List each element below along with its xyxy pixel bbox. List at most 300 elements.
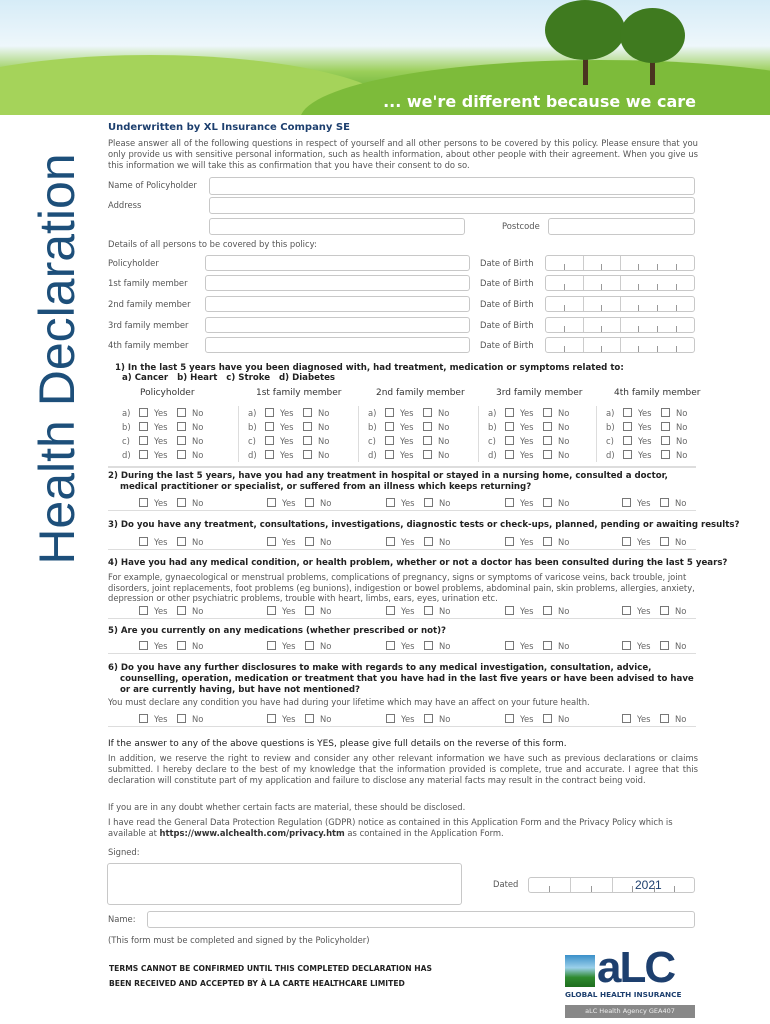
no-checkbox[interactable]	[543, 422, 552, 431]
yes-no-group	[139, 605, 203, 616]
no-label: No	[320, 605, 332, 616]
person-label: 3rd family member	[108, 320, 189, 330]
yes-no-group	[606, 435, 687, 446]
yes-label: Yes	[282, 713, 296, 724]
no-checkbox[interactable]	[303, 436, 312, 445]
no-checkbox[interactable]	[660, 498, 669, 507]
no-label: No	[192, 605, 204, 616]
no-label: No	[192, 536, 204, 547]
address-input-line2[interactable]	[209, 218, 465, 235]
yes-no-group	[622, 640, 686, 651]
declaration-p1: In addition, we reserve the right to review and consider any other relevant information we have such as previous declarations or claims submitted. I hereby declare to the best of my knowledge that the information provided is complete, true and accurate. I agree that this declaration will constitute part of my application and failure to disclose any material facts may result in the contract being void.	[108, 753, 698, 785]
yes-no-group	[248, 449, 329, 460]
divider	[108, 466, 696, 468]
yes-checkbox[interactable]	[623, 408, 632, 417]
yes-label: Yes	[282, 605, 296, 616]
yes-checkbox[interactable]	[505, 498, 514, 507]
yes-no-group	[122, 449, 203, 460]
yes-no-group	[606, 407, 687, 418]
yes-label: Yes	[401, 605, 415, 616]
person-name-input[interactable]	[205, 317, 470, 333]
dob-label: Date of Birth	[480, 320, 534, 330]
yes-checkbox[interactable]	[505, 714, 514, 723]
yes-label: Yes	[520, 605, 534, 616]
page-title: Health Declaration	[29, 153, 85, 565]
no-label: No	[675, 713, 687, 724]
name-sign-label: Name:	[108, 914, 136, 924]
yes-checkbox[interactable]	[139, 606, 148, 615]
dob-label: Date of Birth	[480, 278, 534, 288]
yes-no-group	[505, 605, 569, 616]
yes-checkbox[interactable]	[386, 537, 395, 546]
yes-checkbox[interactable]	[385, 450, 394, 459]
dob-label: Date of Birth	[480, 258, 534, 268]
yes-label: Yes	[401, 497, 415, 508]
declaration-p3-end: as contained in the Application Form.	[344, 828, 504, 838]
person-label: 1st family member	[108, 278, 188, 288]
yes-checkbox[interactable]	[265, 436, 274, 445]
no-label: No	[439, 640, 451, 651]
no-label: No	[439, 713, 451, 724]
no-checkbox[interactable]	[305, 714, 314, 723]
tagline: ... we're different because we care	[383, 92, 696, 111]
yes-label: Yes	[638, 435, 652, 446]
yes-no-group	[139, 713, 203, 724]
person-name-input[interactable]	[205, 275, 470, 291]
yes-label: Yes	[280, 421, 294, 432]
sub-question-letter: a)	[248, 407, 257, 418]
yes-no-group	[368, 449, 449, 460]
yes-checkbox[interactable]	[505, 422, 514, 431]
privacy-link[interactable]: https://www.alchealth.com/privacy.htm	[159, 828, 345, 838]
question-1-sub: a) Cancer b) Heart c) Stroke d) Diabetes	[122, 373, 336, 383]
yes-checkbox[interactable]	[505, 408, 514, 417]
no-checkbox[interactable]	[305, 537, 314, 546]
yes-checkbox[interactable]	[139, 714, 148, 723]
no-checkbox[interactable]	[177, 498, 186, 507]
globe-icon	[565, 955, 595, 987]
yes-checkbox[interactable]	[386, 498, 395, 507]
yes-checkbox[interactable]	[139, 498, 148, 507]
no-checkbox[interactable]	[543, 606, 552, 615]
no-checkbox[interactable]	[660, 537, 669, 546]
person-label: 4th family member	[108, 340, 189, 350]
persons-label: Details of all persons to be covered by this policy:	[108, 239, 317, 249]
yes-checkbox[interactable]	[505, 537, 514, 546]
yes-label: Yes	[154, 435, 168, 446]
column-header: 3rd family member	[496, 388, 583, 398]
yes-label: Yes	[637, 497, 651, 508]
yes-label: Yes	[520, 407, 534, 418]
no-label: No	[192, 713, 204, 724]
sub-question-letter: d)	[248, 449, 257, 460]
no-checkbox[interactable]	[423, 422, 432, 431]
no-label: No	[320, 640, 332, 651]
no-checkbox[interactable]	[177, 436, 186, 445]
person-name-input[interactable]	[205, 296, 470, 312]
sub-question-letter: a)	[606, 407, 615, 418]
yes-checkbox[interactable]	[265, 450, 274, 459]
yes-label: Yes	[154, 449, 168, 460]
postcode-input[interactable]	[548, 218, 695, 235]
yes-no-group	[386, 713, 450, 724]
no-label: No	[192, 435, 204, 446]
no-label: No	[558, 640, 570, 651]
yes-checkbox[interactable]	[623, 422, 632, 431]
question-2-title: 2) During the last 5 years, have you had any treatment in hospital or stayed in a nursing home, consulted a doctor, medical practitioner or specialist, or suffered from an illness which keeps returning?	[108, 471, 668, 492]
yes-checkbox[interactable]	[386, 606, 395, 615]
yes-checkbox[interactable]	[505, 450, 514, 459]
yes-no-group	[122, 421, 203, 432]
yes-label: Yes	[400, 435, 414, 446]
no-label: No	[675, 497, 687, 508]
question-6-note: You must declare any condition you have had during your lifetime which may have an affect on your future health.	[108, 697, 590, 707]
declaration-heading: If the answer to any of the above questions is YES, please give full details on the reverse of this form.	[108, 739, 567, 749]
yes-no-group	[368, 407, 449, 418]
yes-no-group	[248, 421, 329, 432]
no-checkbox[interactable]	[177, 641, 186, 650]
sub-question-letter: b)	[606, 421, 615, 432]
no-label: No	[558, 449, 570, 460]
dob-label: Date of Birth	[480, 340, 534, 350]
yes-checkbox[interactable]	[622, 641, 631, 650]
yes-checkbox[interactable]	[386, 714, 395, 723]
agency-badge: aLC Health Agency GEA407	[565, 1005, 695, 1018]
question-5-title: 5) Are you currently on any medications (whether prescribed or not)?	[108, 626, 446, 636]
sub-question-letter: c)	[122, 435, 130, 446]
column-divider	[238, 406, 239, 462]
no-label: No	[439, 536, 451, 547]
yes-no-group	[505, 713, 569, 724]
yes-label: Yes	[400, 421, 414, 432]
question-3-title: 3) Do you have any treatment, consultations, investigations, diagnostic tests or check-ups, planned, pending or awaiting results?	[108, 520, 740, 530]
no-checkbox[interactable]	[543, 641, 552, 650]
no-label: No	[192, 421, 204, 432]
declaration-p3: I have read the General Data Protection Regulation (GDPR) notice as contained in this Application Form and the Privacy Policy which is available at	[108, 817, 673, 838]
yes-checkbox[interactable]	[139, 422, 148, 431]
no-label: No	[439, 497, 451, 508]
no-label: No	[558, 713, 570, 724]
yes-checkbox[interactable]	[386, 641, 395, 650]
yes-checkbox[interactable]	[267, 498, 276, 507]
date-input[interactable]	[528, 877, 695, 893]
yes-checkbox[interactable]	[139, 408, 148, 417]
policyholder-name-input[interactable]	[209, 177, 695, 195]
no-checkbox[interactable]	[303, 408, 312, 417]
yes-label: Yes	[637, 713, 651, 724]
no-label: No	[318, 407, 330, 418]
yes-label: Yes	[154, 536, 168, 547]
yes-no-group	[488, 421, 569, 432]
yes-no-group	[368, 421, 449, 432]
yes-no-group	[267, 640, 331, 651]
yes-label: Yes	[154, 421, 168, 432]
sub-question-letter: d)	[368, 449, 377, 460]
yes-no-group	[606, 449, 687, 460]
person-name-input[interactable]	[205, 337, 470, 353]
yes-no-group	[368, 435, 449, 446]
yes-no-group	[505, 640, 569, 651]
yes-label: Yes	[401, 713, 415, 724]
name-label: Name of Policyholder	[108, 180, 197, 190]
column-divider	[478, 406, 479, 462]
yes-no-group	[386, 605, 450, 616]
no-label: No	[558, 407, 570, 418]
no-label: No	[318, 435, 330, 446]
yes-checkbox[interactable]	[623, 436, 632, 445]
yes-checkbox[interactable]	[267, 537, 276, 546]
divider	[108, 726, 696, 727]
yes-checkbox[interactable]	[139, 641, 148, 650]
yes-label: Yes	[638, 421, 652, 432]
yes-label: Yes	[154, 605, 168, 616]
yes-no-group	[622, 713, 686, 724]
dob-input[interactable]	[545, 317, 695, 333]
no-checkbox[interactable]	[305, 498, 314, 507]
yes-no-group	[267, 497, 331, 508]
no-checkbox[interactable]	[177, 450, 186, 459]
yes-label: Yes	[280, 435, 294, 446]
yes-label: Yes	[400, 407, 414, 418]
yes-checkbox[interactable]	[623, 450, 632, 459]
yes-no-group	[122, 435, 203, 446]
no-checkbox[interactable]	[303, 450, 312, 459]
yes-checkbox[interactable]	[267, 714, 276, 723]
yes-checkbox[interactable]	[622, 714, 631, 723]
no-label: No	[438, 449, 450, 460]
question-4-title: 4) Have you had any medical condition, or health problem, whether or not a doctor has been consulted during the last 5 years?	[108, 558, 728, 568]
yes-checkbox[interactable]	[505, 436, 514, 445]
no-checkbox[interactable]	[177, 408, 186, 417]
yes-checkbox[interactable]	[622, 498, 631, 507]
yes-checkbox[interactable]	[505, 641, 514, 650]
signature-box[interactable]	[107, 863, 462, 905]
divider	[108, 618, 696, 619]
yes-label: Yes	[154, 407, 168, 418]
no-label: No	[558, 435, 570, 446]
yes-label: Yes	[638, 407, 652, 418]
yes-no-group	[488, 435, 569, 446]
yes-checkbox[interactable]	[385, 422, 394, 431]
yes-no-group	[622, 536, 686, 547]
no-label: No	[676, 435, 688, 446]
no-checkbox[interactable]	[660, 606, 669, 615]
yes-label: Yes	[520, 640, 534, 651]
no-checkbox[interactable]	[424, 606, 433, 615]
yes-no-group	[386, 640, 450, 651]
yes-checkbox[interactable]	[385, 436, 394, 445]
no-checkbox[interactable]	[305, 641, 314, 650]
yes-checkbox[interactable]	[622, 606, 631, 615]
no-checkbox[interactable]	[543, 537, 552, 546]
no-label: No	[192, 407, 204, 418]
yes-checkbox[interactable]	[622, 537, 631, 546]
intro-text: Please answer all of the following questions in respect of yourself and all other persons to be covered by this policy. Please ensure that you only provide us with sensitive personal information, such as health information, about other people with their agreement. When you give us this information we will take this as confirmation that you have their consent to do so.	[108, 138, 698, 170]
column-header: Policyholder	[140, 388, 195, 398]
no-label: No	[676, 407, 688, 418]
question-6-title: 6) Do you have any further disclosures to make with regards to any medical investigation, consultation, advice, counselling, operation, medication or treatment that you have had in the last five years or have been advised to have or are currently having, but have not mentioned?	[108, 663, 694, 695]
column-header: 4th family member	[614, 388, 701, 398]
signatory-name-input[interactable]	[147, 911, 695, 928]
yes-label: Yes	[520, 421, 534, 432]
terms-line-1: TERMS CANNOT BE CONFIRMED UNTIL THIS COMPLETED DECLARATION HAS	[109, 964, 432, 973]
no-checkbox[interactable]	[660, 641, 669, 650]
no-label: No	[438, 435, 450, 446]
dob-label: Date of Birth	[480, 299, 534, 309]
person-name-input[interactable]	[205, 255, 470, 271]
logo-sub: GLOBAL HEALTH INSURANCE	[565, 990, 682, 999]
yes-no-group	[606, 421, 687, 432]
no-checkbox[interactable]	[423, 436, 432, 445]
no-checkbox[interactable]	[177, 422, 186, 431]
yes-label: Yes	[280, 449, 294, 460]
no-label: No	[558, 605, 570, 616]
no-label: No	[318, 421, 330, 432]
no-checkbox[interactable]	[424, 537, 433, 546]
yes-no-group	[267, 605, 331, 616]
question-4-note: For example, gynaecological or menstrual problems, complications of pregnancy, signs or symptoms of varicose veins, back trouble, joint disorders, joint replacements, foot problems (eg bunions), indigestion or bowel problems, abdominal pain, skin problems, allergies, anxiety, depression or other psychiatric problems, trouble with heart, limbs, ears, eyes, urination etc.	[108, 572, 695, 603]
no-checkbox[interactable]	[303, 422, 312, 431]
column-header: 1st family member	[256, 388, 342, 398]
yes-checkbox[interactable]	[139, 537, 148, 546]
no-checkbox[interactable]	[543, 498, 552, 507]
no-label: No	[192, 449, 204, 460]
yes-no-group	[139, 536, 203, 547]
divider	[108, 653, 696, 654]
yes-no-group	[386, 536, 450, 547]
sub-question-letter: d)	[122, 449, 131, 460]
yes-no-group	[386, 497, 450, 508]
yes-label: Yes	[282, 640, 296, 651]
divider	[108, 510, 696, 511]
yes-checkbox[interactable]	[265, 422, 274, 431]
no-label: No	[318, 449, 330, 460]
dob-input[interactable]	[545, 275, 695, 291]
sub-question-letter: b)	[248, 421, 257, 432]
no-checkbox[interactable]	[660, 714, 669, 723]
no-checkbox[interactable]	[661, 450, 670, 459]
yes-label: Yes	[154, 497, 168, 508]
no-checkbox[interactable]	[423, 450, 432, 459]
signed-label: Signed:	[108, 847, 140, 857]
sub-question-letter: b)	[488, 421, 497, 432]
no-label: No	[438, 407, 450, 418]
no-checkbox[interactable]	[424, 498, 433, 507]
no-checkbox[interactable]	[543, 714, 552, 723]
yes-checkbox[interactable]	[385, 408, 394, 417]
no-checkbox[interactable]	[177, 606, 186, 615]
yes-no-group	[488, 407, 569, 418]
yes-no-group	[505, 536, 569, 547]
sub-question-letter: d)	[606, 449, 615, 460]
no-label: No	[438, 421, 450, 432]
yes-no-group	[122, 407, 203, 418]
sub-question-letter: a)	[368, 407, 377, 418]
yes-no-group	[139, 640, 203, 651]
underwriter-heading: Underwritten by XL Insurance Company SE	[108, 122, 350, 133]
yes-label: Yes	[520, 435, 534, 446]
dated-label: Dated	[493, 879, 519, 889]
no-checkbox[interactable]	[543, 408, 552, 417]
no-checkbox[interactable]	[177, 714, 186, 723]
yes-label: Yes	[154, 640, 168, 651]
alc-logo	[565, 943, 695, 1021]
yes-checkbox[interactable]	[505, 606, 514, 615]
no-label: No	[192, 640, 204, 651]
no-label: No	[675, 640, 687, 651]
yes-no-group	[267, 536, 331, 547]
person-label: 2nd family member	[108, 299, 191, 309]
sub-question-letter: b)	[368, 421, 377, 432]
address-input-line1[interactable]	[209, 197, 695, 214]
yes-label: Yes	[638, 449, 652, 460]
no-checkbox[interactable]	[177, 537, 186, 546]
yes-no-group	[622, 497, 686, 508]
no-label: No	[439, 605, 451, 616]
yes-checkbox[interactable]	[139, 436, 148, 445]
no-checkbox[interactable]	[661, 422, 670, 431]
sub-question-letter: c)	[488, 435, 496, 446]
divider	[108, 549, 696, 550]
yes-label: Yes	[637, 640, 651, 651]
column-divider	[358, 406, 359, 462]
yes-no-group	[139, 497, 203, 508]
yes-label: Yes	[637, 536, 651, 547]
yes-label: Yes	[520, 713, 534, 724]
no-checkbox[interactable]	[424, 714, 433, 723]
yes-checkbox[interactable]	[267, 641, 276, 650]
sub-question-letter: c)	[368, 435, 376, 446]
no-checkbox[interactable]	[661, 408, 670, 417]
declaration-p2: If you are in any doubt whether certain facts are material, these should be disclosed.	[108, 802, 466, 812]
yes-label: Yes	[637, 605, 651, 616]
yes-checkbox[interactable]	[267, 606, 276, 615]
terms-line-2: BEEN RECEIVED AND ACCEPTED BY À LA CARTE HEALTHCARE LIMITED	[109, 979, 405, 988]
no-checkbox[interactable]	[305, 606, 314, 615]
dob-input[interactable]	[545, 296, 695, 312]
yes-label: Yes	[520, 449, 534, 460]
no-label: No	[320, 497, 332, 508]
dob-input[interactable]	[545, 255, 695, 271]
sub-question-letter: b)	[122, 421, 131, 432]
no-label: No	[558, 497, 570, 508]
date-year: 2021	[635, 878, 662, 892]
question-1-title: 1) In the last 5 years have you been diagnosed with, had treatment, medication or symptoms related to:	[115, 363, 624, 373]
sub-question-letter: d)	[488, 449, 497, 460]
yes-label: Yes	[401, 640, 415, 651]
yes-checkbox[interactable]	[265, 408, 274, 417]
no-checkbox[interactable]	[423, 408, 432, 417]
yes-no-group	[248, 435, 329, 446]
no-checkbox[interactable]	[543, 436, 552, 445]
no-label: No	[676, 449, 688, 460]
yes-no-group	[488, 449, 569, 460]
yes-label: Yes	[280, 407, 294, 418]
no-checkbox[interactable]	[424, 641, 433, 650]
dob-input[interactable]	[545, 337, 695, 353]
no-checkbox[interactable]	[543, 450, 552, 459]
postcode-label: Postcode	[502, 221, 540, 231]
yes-label: Yes	[154, 713, 168, 724]
yes-no-group	[622, 605, 686, 616]
yes-checkbox[interactable]	[139, 450, 148, 459]
no-label: No	[320, 536, 332, 547]
sub-question-letter: c)	[606, 435, 614, 446]
yes-label: Yes	[282, 497, 296, 508]
no-checkbox[interactable]	[661, 436, 670, 445]
yes-no-group	[267, 713, 331, 724]
no-label: No	[676, 421, 688, 432]
